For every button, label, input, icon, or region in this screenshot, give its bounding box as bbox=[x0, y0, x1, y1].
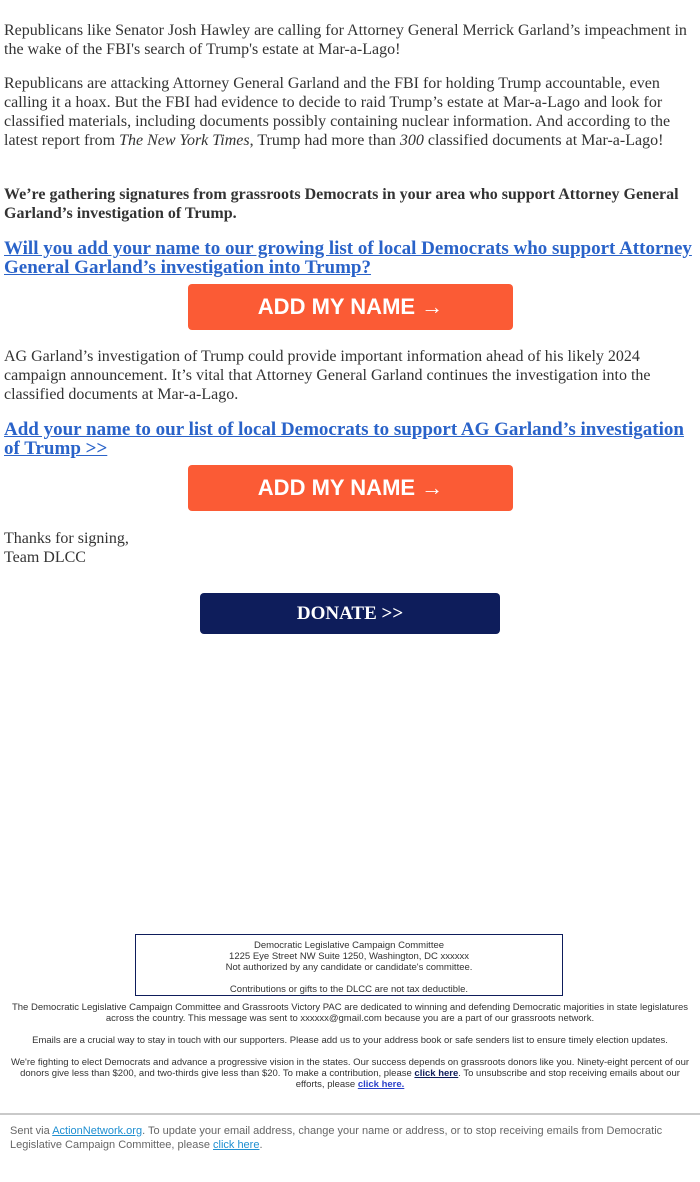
sent-via-note bbox=[10, 1124, 680, 1152]
context-text-middle: , Trump had more than bbox=[249, 132, 400, 149]
signoff bbox=[0, 529, 700, 567]
manage-subscription-link[interactable]: click here bbox=[213, 1139, 260, 1151]
donor-note bbox=[6, 1057, 694, 1090]
intro-paragraph: Republicans like Senator Josh Hawley are calling for Attorney General Merrick Garland’s impeachment in the wake of the FBI's search of Trump's estate at Mar-a-Lago! bbox=[4, 22, 687, 58]
unsubscribe-link[interactable]: click here. bbox=[357, 1079, 405, 1090]
mission-statement: The Democratic Legislative Campaign Committee and Grassroots Victory PAC are dedicated to winning and defending Democratic majorities in state legislatures across the country. This message was sent to xxxxxx@gmail.com because you are a part of our grassroots network. bbox=[11, 1002, 689, 1024]
context-paragraph bbox=[0, 74, 700, 150]
footer-divider bbox=[0, 1113, 700, 1115]
petition-statement: We’re gathering signatures from grassroots Democrats in your area who support Attorney General Garland’s investigation of Trump. bbox=[4, 186, 679, 222]
sent-via-end: . bbox=[259, 1139, 263, 1151]
context-text-end: classified documents at Mar-a-Lago! bbox=[423, 132, 664, 149]
contribute-link[interactable]: click here bbox=[414, 1068, 459, 1079]
box-spacer bbox=[136, 973, 562, 984]
org-name: Democratic Legislative Campaign Committee bbox=[253, 940, 445, 951]
safe-senders-note: Emails are a crucial way to stay in touch with our supporters. Please add us to your address book or safe senders list to ensure timely election updates. bbox=[32, 1035, 668, 1046]
org-address: 1225 Eye Street NW Suite 1250, Washington, DC xxxxxx bbox=[229, 951, 469, 962]
tax-note: Contributions or gifts to the DLCC are not tax deductible. bbox=[229, 984, 469, 995]
add-my-name-button-1[interactable]: ADD MY NAME → bbox=[188, 284, 513, 330]
add-my-name-button-2[interactable]: ADD MY NAME → bbox=[188, 465, 513, 511]
actionnetwork-link[interactable]: ActionNetwork.org bbox=[52, 1125, 143, 1137]
donor-note-start: We're fighting to elect Democrats and advance a progressive vision in the states. Our success depends on grassroots donors like you. Ninety-eight percent of our donors give less than $200, and two-thirds give less than $20. To make a contribution, please bbox=[10, 1057, 690, 1079]
signoff-thanks: Thanks for signing, bbox=[4, 530, 129, 547]
nyt-source: The New York Times bbox=[119, 132, 250, 149]
petition-link-1[interactable]: Will you add your name to our growing list of local Democrats who support Attorney General Garland’s investigation into Trump? bbox=[4, 238, 692, 278]
petition-link-2[interactable]: Add your name to our list of local Democrats to support AG Garland’s investigation of Trump >> bbox=[4, 419, 684, 459]
sent-via-text: . To update your email address, change your name or address, or to stop receiving emails from Democratic Legislative Campaign Committee, please bbox=[10, 1125, 663, 1151]
document-count: 300 bbox=[399, 132, 424, 149]
donor-note-middle: . To unsubscribe and stop receiving emails about our efforts, please bbox=[295, 1068, 680, 1090]
donate-button[interactable]: DONATE >> bbox=[200, 593, 500, 634]
investigation-paragraph: AG Garland’s investigation of Trump could provide important information ahead of his likely 2024 campaign announcement. It’s vital that Attorney General Garland continues the investigation into the classified documents at Mar-a-Lago. bbox=[4, 348, 651, 403]
signoff-team: Team DLCC bbox=[4, 549, 86, 566]
context-text-start: Republicans are attacking Attorney General Garland and the FBI for holding Trump accountable, even calling it a hoax. But the FBI had evidence to decide to raid Trump’s estate at Mar-a-Lago and look for classified materials, including documents possibly containing nuclear information. And according to the latest report from bbox=[4, 75, 671, 149]
authorization-note: Not authorized by any candidate or candidate's committee. bbox=[225, 962, 473, 973]
legal-disclaimer-box bbox=[135, 934, 563, 996]
sent-via-prefix: Sent via bbox=[10, 1125, 53, 1137]
